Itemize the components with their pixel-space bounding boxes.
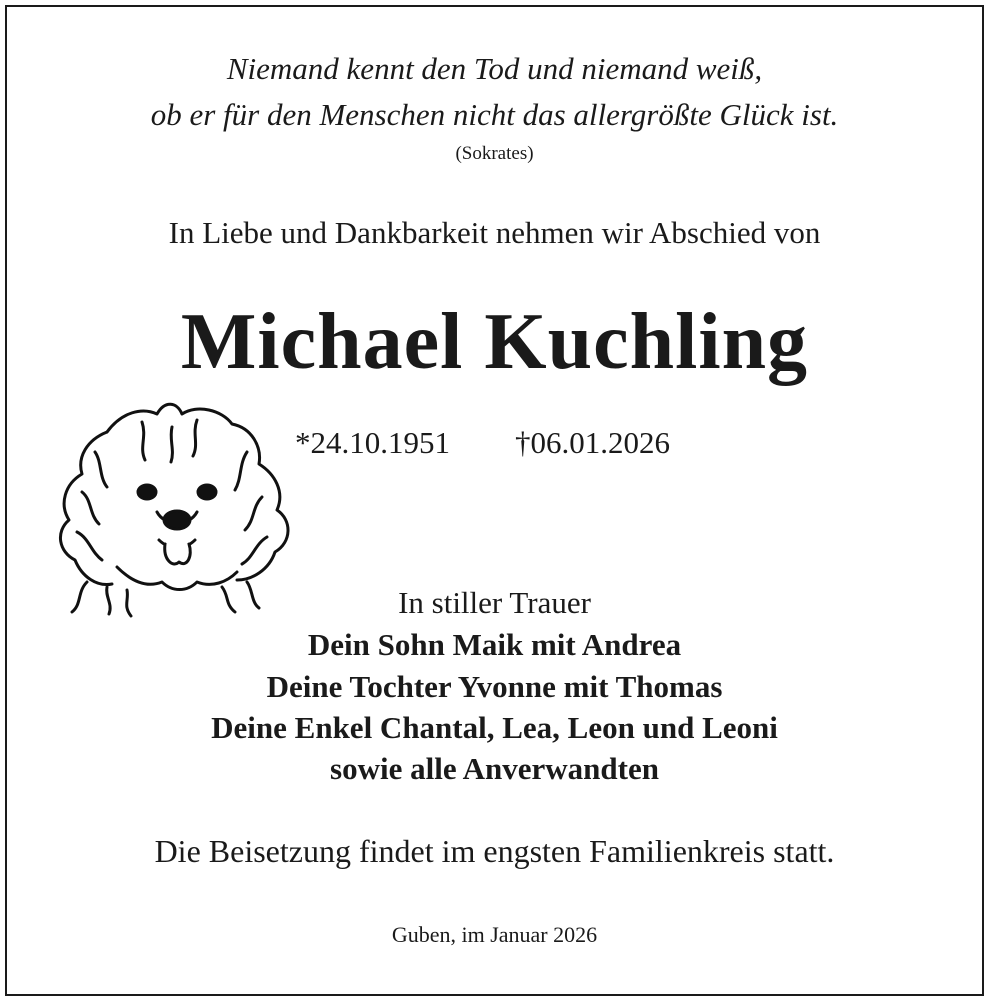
mourner-line: sowie alle Anverwandten <box>330 751 659 786</box>
deceased-name: Michael Kuchling <box>180 298 809 386</box>
intro-text: In Liebe und Dankbarkeit nehmen wir Abschied von <box>168 215 821 250</box>
death-date: †06.01.2026 <box>515 425 670 460</box>
mourner-line: Deine Tochter Yvonne mit Thomas <box>266 669 723 704</box>
birth-date: *24.10.1951 <box>295 425 450 460</box>
mourner-line: Dein Sohn Maik mit Andrea <box>307 627 682 662</box>
quote-source: (Sokrates) <box>455 143 534 164</box>
burial-notice: Die Beisetzung findet im engsten Familienkreis statt. <box>154 833 835 869</box>
quote-line-2: ob er für den Menschen nicht das allergrößte Glück ist. <box>150 97 839 132</box>
mourner-line: Deine Enkel Chantal, Lea, Leon und Leoni <box>211 710 778 745</box>
obituary-card <box>5 5 984 996</box>
mourners-heading: In stiller Trauer <box>398 585 591 620</box>
place-date: Guben, im Januar 2026 <box>391 922 598 947</box>
quote-line-1: Niemand kennt den Tod und niemand weiß, <box>226 51 763 86</box>
